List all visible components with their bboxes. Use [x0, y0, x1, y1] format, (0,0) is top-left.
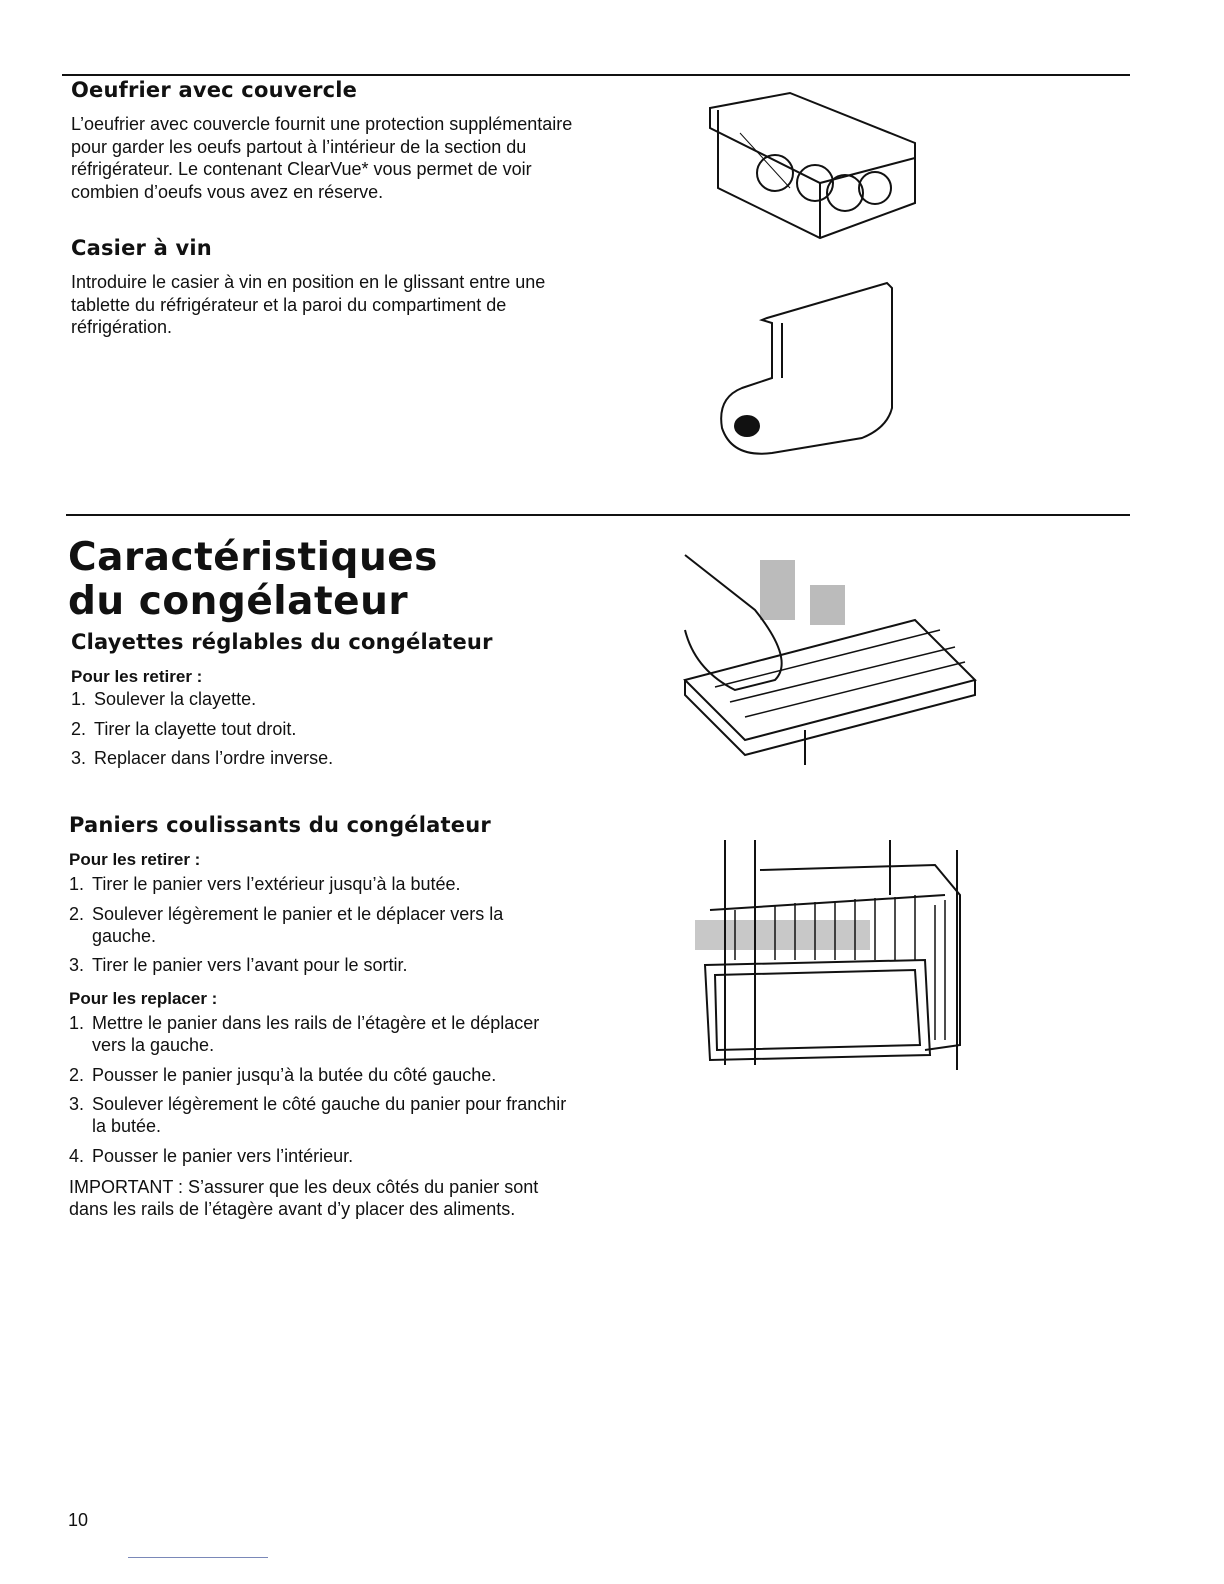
page-number: 10: [68, 1510, 89, 1530]
step-number: 2.: [71, 718, 87, 739]
list-item: [71, 718, 571, 740]
step-text: Tirer le panier vers l’avant pour le sortir.: [92, 955, 408, 975]
shelves-remove-label: Pour les retirer :: [71, 667, 203, 686]
list-item: [71, 747, 571, 769]
shelves-heading: Clayettes réglables du congélateur: [71, 630, 493, 654]
wine-rack-illustration: [712, 278, 912, 468]
baskets-heading: Paniers coulissants du congélateur: [69, 813, 491, 837]
list-item: [71, 688, 571, 710]
baskets-remove-steps: [69, 873, 569, 984]
step-text: Tirer la clayette tout droit.: [94, 718, 297, 739]
list-item: [69, 954, 569, 976]
important-note: [69, 1176, 559, 1220]
step-number: 3.: [71, 748, 87, 768]
step-number: 2.: [69, 903, 85, 924]
egg-tray-body: L’oeufrier avec couvercle fournit une protection supplémentaire pour garder les oeufs partout à l’intérieur de la section du réfrigérateur. Le contenant ClearVue* vous permet de voir combien d’oeufs vous avez en réserve.: [71, 114, 573, 202]
list-item: [69, 873, 569, 895]
step-number: 2.: [69, 1064, 85, 1085]
step-text: Replacer dans l’ordre inverse.: [94, 748, 334, 768]
step-text: Soulever légèrement le panier et le déplacer vers la gauche.: [92, 903, 504, 946]
step-number: 3.: [69, 955, 85, 975]
freezer-basket-illustration: [695, 835, 965, 1075]
list-item: [69, 1145, 569, 1167]
footer-line: [128, 1557, 268, 1558]
step-text: Tirer le panier vers l’extérieur jusqu’à la butée.: [92, 874, 461, 894]
list-item: [69, 1012, 569, 1056]
step-text: Pousser le panier vers l’intérieur.: [92, 1145, 354, 1166]
step-number: 3.: [69, 1094, 85, 1114]
baskets-replace-steps: [69, 1012, 569, 1174]
list-item: [69, 1064, 569, 1086]
freezer-features-title: Caractéristiques du congélateur: [68, 535, 438, 624]
important-label: IMPORTANT: [69, 1177, 174, 1197]
step-number: 4.: [69, 1145, 85, 1166]
shelves-steps: [71, 688, 571, 777]
egg-tray-illustration: [700, 88, 930, 248]
important-text: : S’assurer que les deux côtés du panier sont dans les rails de l’étagère avant d’y placer des aliments.: [69, 1177, 539, 1219]
list-item: [69, 903, 569, 947]
freezer-shelf-illustration: [675, 550, 985, 770]
baskets-remove-label: Pour les retirer :: [69, 850, 201, 869]
step-text: Pousser le panier jusqu’à la butée du côté gauche.: [92, 1064, 497, 1085]
wine-rack-heading: Casier à vin: [71, 236, 212, 260]
top-rule: [62, 74, 1130, 76]
step-number: 1.: [69, 1013, 85, 1033]
step-text: Soulever légèrement le côté gauche du panier pour franchir la butée.: [92, 1094, 567, 1136]
list-item: [69, 1093, 569, 1137]
step-number: 1.: [69, 874, 85, 894]
baskets-replace-label: Pour les replacer :: [69, 989, 218, 1008]
step-text: Soulever la clayette.: [94, 689, 257, 709]
step-text: Mettre le panier dans les rails de l’étagère et le déplacer vers la gauche.: [92, 1013, 540, 1055]
step-number: 1.: [71, 689, 87, 709]
wine-rack-body: Introduire le casier à vin en position en le glissant entre une tablette du réfrigérateur et la paroi du compartiment de réfrigération.: [71, 272, 546, 337]
egg-tray-heading: Oeufrier avec couvercle: [71, 78, 358, 102]
section-rule: [66, 514, 1130, 516]
